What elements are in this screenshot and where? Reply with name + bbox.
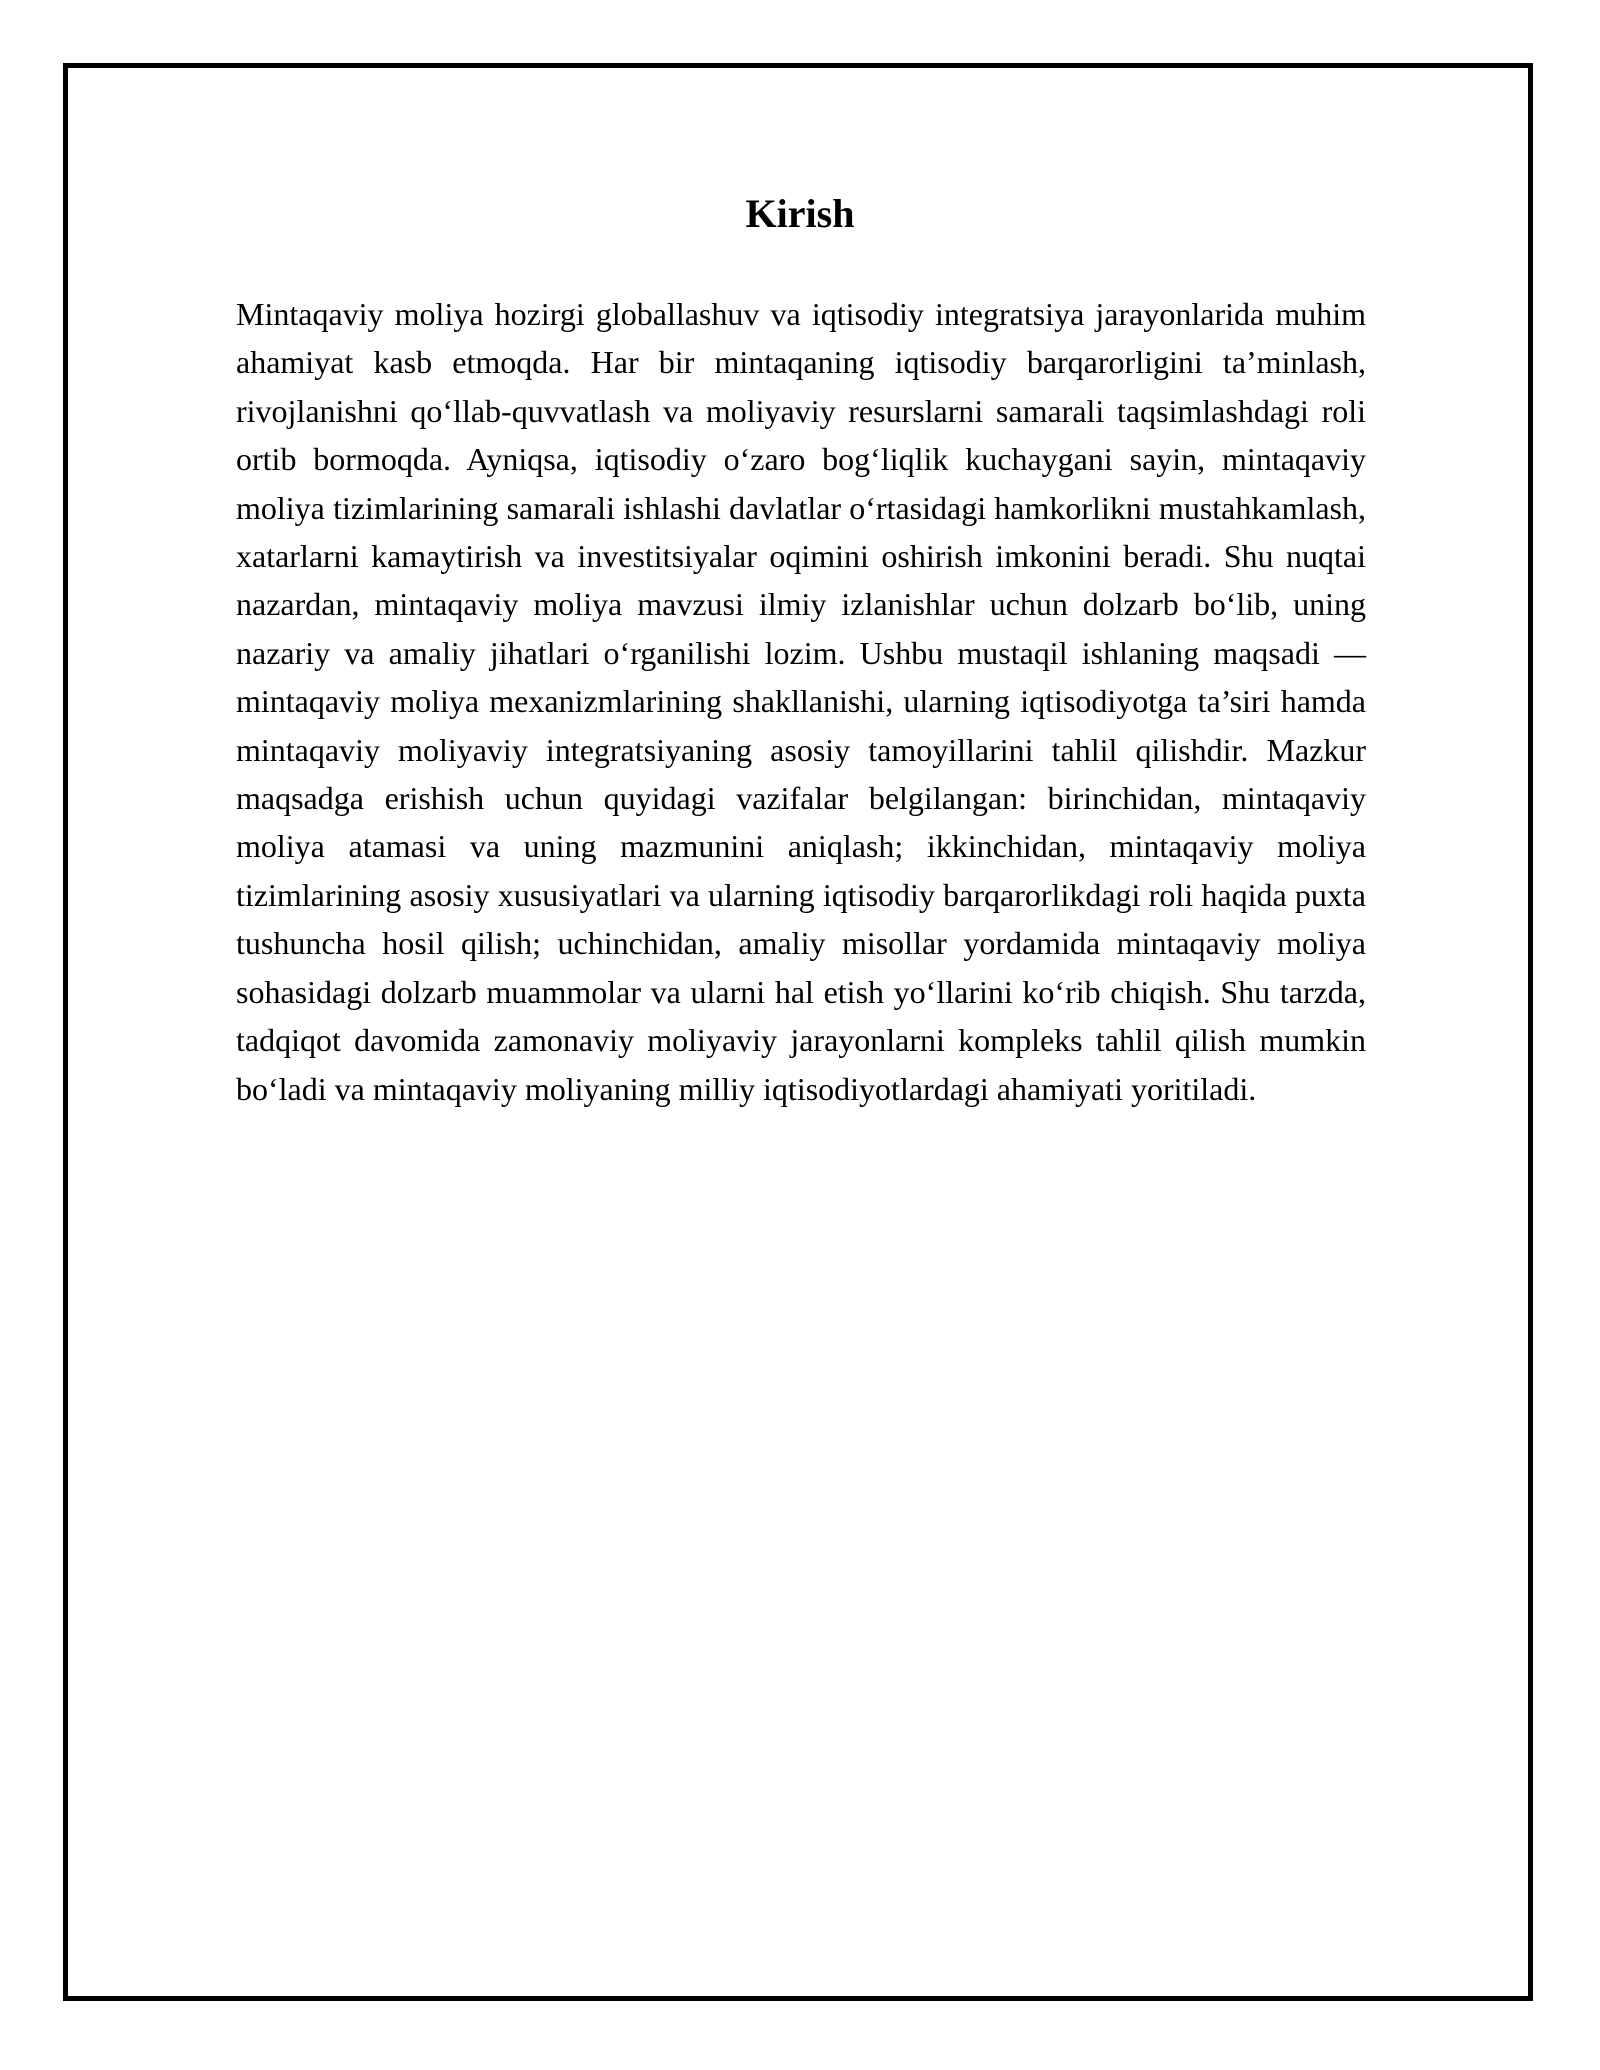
page-title: Kirish <box>745 191 855 236</box>
body-paragraph: Mintaqaviy moliya hozirgi globallashuv va iqtisodiy integratsiya jarayonlarida muhim ahamiyat kasb etmoqda. Har bir mintaqaning iqtisodiy barqarorligini ta’minlash, rivojlanishni qo‘llab-quvvatlash va moliyaviy resurslarni samarali taqsimlashdagi roli ortib bormoqda. Ayniqsa, iqtisodiy o‘zaro bog‘liqlik kuchaygani sayin, mintaqaviy moliya tizimlarining samarali ishlashi davlatlar o‘rtasidagi hamkorlikni mustahkamlash, xatarlarni kamaytirish va investitsiyalar oqimini oshirish imkonini beradi. Shu nuqtai nazardan, mintaqaviy moliya mavzusi ilmiy izlanishlar uchun dolzarb bo‘lib, uning nazariy va amaliy jihatlari o‘rganilishi lozim. Ushbu mustaqil ishlaning maqsadi — mintaqaviy moliya mexanizmlarining shakllanishi, ularning iqtisodiyotga ta’siri hamda mintaqaviy moliyaviy integratsiyaning asosiy tamoyillarini tahlil qilishdir. Mazkur maqsadga erishish uchun quyidagi vazifalar belgilangan: birinchidan, mintaqaviy moliya atamasi va uning mazmunini aniqlash; ikkinchidan, mintaqaviy moliya tizimlarining asosiy xususiyatlari va ularning iqtisodiy barqarorlikdagi roli haqida puxta tushuncha hosil qilish; uchinchidan, amaliy misollar yordamida mintaqaviy moliya sohasidagi dolzarb muammolar va ularni hal etish yo‘llarini ko‘rib chiqish. Shu tarzda, tadqiqot davomida zamonaviy moliyaviy jarayonlarni kompleks tahlil qilish mumkin bo‘ladi va mintaqaviy moliyaning milliy iqtisodiyotlardagi ahamiyati yoritiladi. <box>236 296 1366 1107</box>
